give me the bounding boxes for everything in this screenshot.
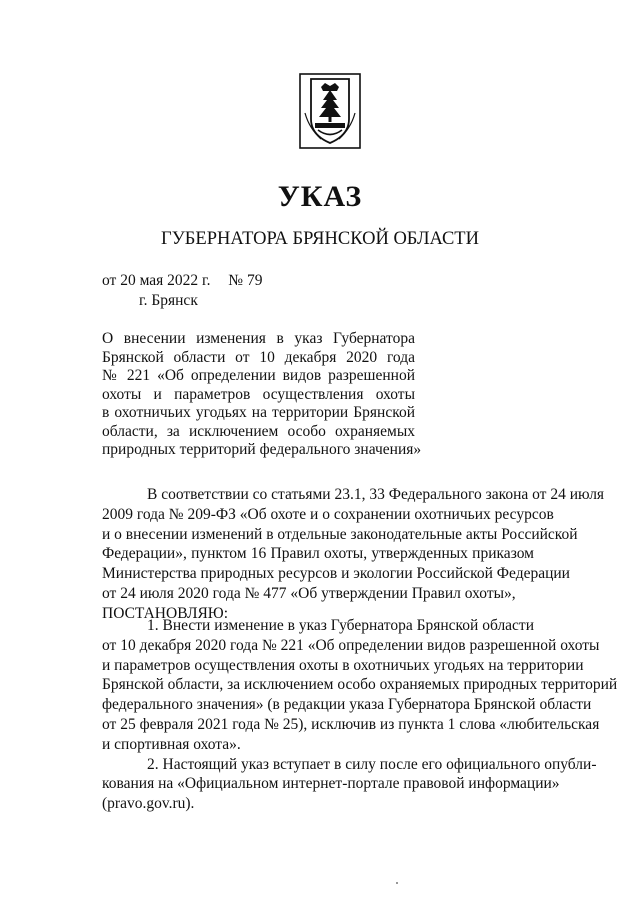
preamble-line: и о внесении изменений в отдельные законодательные акты Российской	[102, 525, 578, 543]
subject-line: О внесении изменения в указ Губернатора	[102, 330, 415, 347]
item-line: (pravo.gov.ru).	[102, 795, 195, 813]
preamble-paragraph	[102, 485, 605, 624]
decree-date: 20 мая 2022 г.	[120, 272, 211, 289]
preamble-line: В соответствии со статьями 23.1, 33 Федерального закона от 24 июля	[147, 486, 605, 503]
preamble-line: от 24 июля 2020 года № 477 «Об утверждении Правил охоты»,	[102, 584, 516, 602]
number-sign: №	[228, 272, 244, 289]
item-line: и параметров осуществления охоты в охотничьих угодьях на территории	[102, 656, 584, 674]
subject-line: природных территорий федерального значения»	[102, 441, 422, 458]
decree-subject	[102, 330, 422, 460]
decree-items	[102, 616, 618, 814]
decree-date-line	[102, 272, 262, 290]
scan-speck	[396, 882, 398, 884]
item-line: 2. Настоящий указ вступает в силу после его официального опубли-	[147, 755, 597, 773]
subject-line: № 221 «Об определении видов разрешенной	[102, 367, 415, 384]
item-line: Брянской области, за исключением особо охраняемых природных территорий	[102, 676, 618, 694]
page-subtitle: ГУБЕРНАТОРА БРЯНСКОЙ ОБЛАСТИ	[161, 229, 479, 249]
item-line: от 10 декабря 2020 года № 221 «Об определении видов разрешенной охоты	[102, 636, 600, 654]
preamble-line: Министерства природных ресурсов и экологии Российской Федерации	[102, 565, 570, 583]
item-line: от 25 февраля 2021 года № 25), исключив из пункта 1 слова «любительская	[102, 715, 600, 733]
subject-line: Брянской области от 10 декабря 2020 года	[102, 348, 415, 366]
subject-line: охоты и параметров осуществления охоты	[102, 385, 415, 403]
subject-line: области, за исключением особо охраняемых	[102, 422, 415, 440]
item-line: кования на «Официальном интернет-портале правовой информации»	[102, 775, 560, 793]
decree-city: г. Брянск	[139, 292, 198, 309]
item-line: федерального значения» (в редакции указа Губернатора Брянской области	[102, 696, 592, 714]
preamble-line: Федерации», пунктом 16 Правил охоты, утвержденных приказом	[102, 545, 534, 563]
decree-number: 79	[246, 272, 263, 289]
item-line: и спортивная охота».	[102, 735, 241, 753]
date-prefix: от	[102, 272, 117, 289]
page-title: УКАЗ	[277, 180, 363, 213]
subject-line: в охотничьих угодьях на территории Брянской	[102, 404, 415, 421]
item-line: 1. Внести изменение в указ Губернатора Брянской области	[147, 617, 535, 634]
coat-of-arms-icon	[299, 73, 361, 149]
preamble-line: 2009 года № 209-ФЗ «Об охоте и о сохранении охотничьих ресурсов	[102, 505, 554, 523]
decree-keyword: ПОСТАНОВЛЯЮ:	[102, 604, 229, 622]
